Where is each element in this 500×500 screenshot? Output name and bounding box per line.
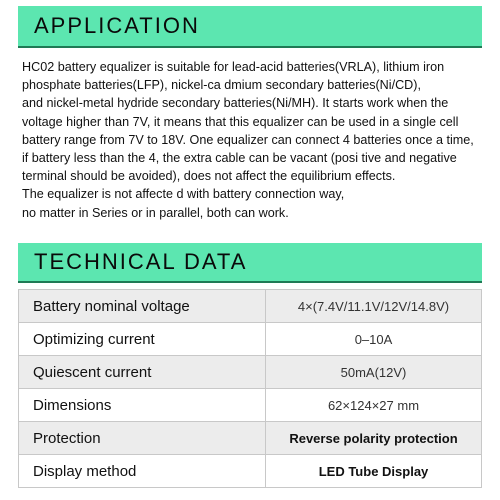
spec-label-protection: Protection: [19, 422, 266, 455]
table-row: [19, 455, 482, 488]
spec-label-quiescent-current: Quiescent current: [19, 356, 266, 389]
technical-data-banner: [18, 243, 482, 283]
application-text-block: [22, 58, 486, 222]
spec-value-display-method: LED Tube Display: [266, 455, 482, 488]
technical-data-title: TECHNICAL DATA: [34, 249, 248, 274]
table-row: [19, 422, 482, 455]
spec-label-voltage: Battery nominal voltage: [19, 290, 266, 323]
application-title: APPLICATION: [34, 13, 200, 38]
spec-label-display-method: Display method: [19, 455, 266, 488]
table-row: [19, 389, 482, 422]
spec-table: [18, 289, 482, 488]
spec-label-dimensions: Dimensions: [19, 389, 266, 422]
spec-label-optimizing-current: Optimizing current: [19, 323, 266, 356]
spec-value-voltage: 4×(7.4V/11.1V/12V/14.8V): [266, 290, 482, 323]
spec-value-quiescent-current: 50mA(12V): [266, 356, 482, 389]
table-row: [19, 356, 482, 389]
spec-value-optimizing-current: 0–10A: [266, 323, 482, 356]
application-paragraph: HC02 battery equalizer is suitable for lead-acid batteries(VRLA), lithium iron phosphate batteries(LFP), nickel-ca dmium secondary batteries(Ni/CD), and nickel-metal hydride secondary batteries(Ni/MH). It starts work when the voltage higher than 7V, it means that this equalizer can be used in a single cell battery range from 7V to 18V. One equalizer can connect 4 batteries once a time, if battery less than the 4, the extra cable can be vacant (posi tive and negative terminal should be avoided), does not affect the equilibrium effects. The equalizer is not affecte d with battery connection way, no matter in Series or in parallel, both can work.: [22, 60, 474, 220]
table-row: [19, 323, 482, 356]
table-row: [19, 290, 482, 323]
application-banner: [18, 6, 482, 48]
spec-value-dimensions: 62×124×27 mm: [266, 389, 482, 422]
spec-value-protection: Reverse polarity protection: [266, 422, 482, 455]
